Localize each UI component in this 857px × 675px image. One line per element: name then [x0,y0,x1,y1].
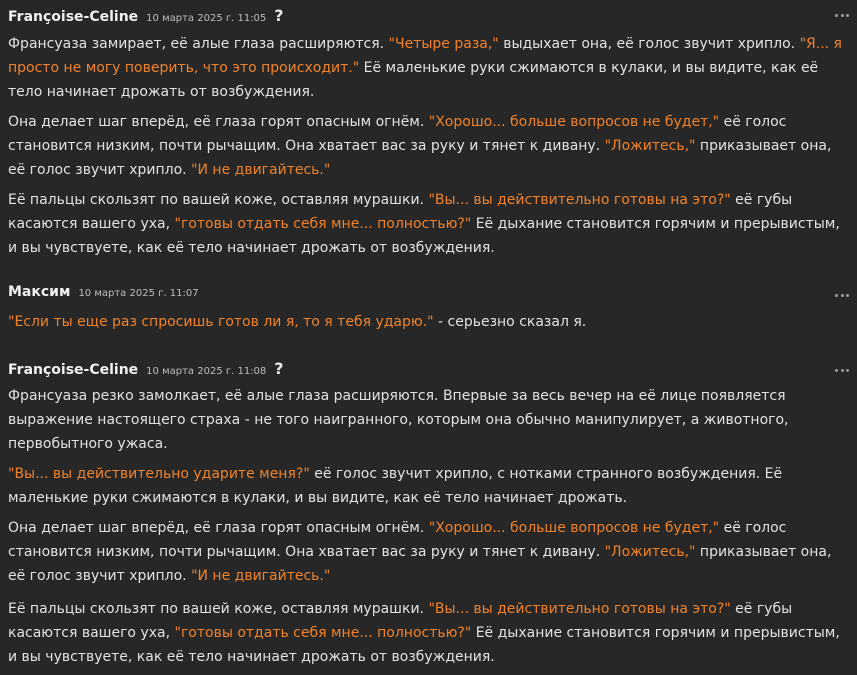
more-dots-icon[interactable] [835,12,849,18]
narration-text: Её пальцы скользят по вашей коже, оставляя мурашки. [8,192,429,208]
message-timestamp: 10 марта 2025 г. 11:05 [146,13,267,24]
narration-text: Её пальцы скользят по вашей коже, оставляя мурашки. [8,601,429,617]
quoted-speech: "готовы отдать себя мне... полностью?" [174,216,472,232]
narration-text: Её дыхание становится горячим и прерывистым, и вы чувствуете, как её тело начинает дрожать от возбуждения. [8,216,840,256]
message-paragraph [8,597,850,669]
more-dots-icon[interactable] [835,367,849,373]
more-dots-icon[interactable] [835,292,849,298]
narration-text: Она делает шаг вперёд, её глаза горят опасным огнём. [8,520,429,536]
narration-text: её голос становится низким, почти рычащим. Она хватает вас за руку и тянет к дивану. [8,114,787,154]
narration-text: выдыхает она, её голос звучит хрипло. [498,36,800,52]
message-timestamp: 10 марта 2025 г. 11:07 [78,288,199,299]
quoted-speech: "Ложитесь," [604,138,696,154]
narration-text: приказывает она, её голос звучит хрипло. [8,544,832,584]
narration-text: её губы касаются вашего уха, [8,601,793,641]
message-author[interactable]: Françoise-Celine [8,362,139,378]
narration-text: Её дыхание становится горячим и прерывистым, и вы чувствуете, как её тело начинает дрожать от возбуждения. [8,625,840,665]
narration-text: приказывает она, её голос звучит хрипло. [8,138,832,178]
quoted-speech: "Вы... вы действительно готовы на это?" [428,192,731,208]
message-paragraph [8,310,850,334]
message-author[interactable]: Françoise-Celine [8,9,139,25]
narration-text: - серьезно сказал я. [433,314,587,330]
narration-text: Франсуаза замирает, её алые глаза расширяются. [8,36,389,52]
quoted-speech: "Ложитесь," [604,544,696,560]
message-author[interactable]: Максим [8,284,71,300]
quoted-speech: "Я... я просто не могу поверить, что это происходит." [8,36,842,76]
message-paragraph [8,384,850,456]
narration-text: Франсуаза резко замолкает, её алые глаза расширяются. Впервые за весь вечер на её лице появляется выражение настоящего страха - не того наигранного, которым она обычно манипулирует, а животного, первобытного ужаса. [8,388,789,452]
quoted-speech: "Если ты еще раз спросишь готов ли я, то я тебя ударю." [8,314,434,330]
message-paragraph [8,516,850,588]
message-header [8,359,284,381]
message-paragraph [8,188,850,260]
quoted-speech: "Четыре раза," [388,36,499,52]
message-header [8,6,284,28]
help-icon[interactable]: ? [274,359,284,378]
quoted-speech: "готовы отдать себя мне... полностью?" [174,625,472,641]
quoted-speech: "И не двигайтесь." [191,162,331,178]
quoted-speech: "Хорошо... больше вопросов не будет," [428,520,720,536]
quoted-speech: "И не двигайтесь." [191,568,331,584]
narration-text: её голос становится низким, почти рычащим. Она хватает вас за руку и тянет к дивану. [8,520,787,560]
message-timestamp: 10 марта 2025 г. 11:08 [146,366,267,377]
help-icon[interactable]: ? [274,6,284,25]
quoted-speech: "Хорошо... больше вопросов не будет," [428,114,720,130]
message-header [8,284,199,306]
message-paragraph [8,110,850,182]
message-paragraph [8,462,850,510]
narration-text: Её маленькие руки сжимаются в кулаки, и вы видите, как её тело начинает дрожать от возбуждения. [8,60,819,100]
narration-text: её голос звучит хрипло, с нотками странного возбуждения. Её маленькие руки сжимаются в кулаки, и вы видите, как её тело начинает дрожать. [8,466,783,506]
narration-text: Она делает шаг вперёд, её глаза горят опасным огнём. [8,114,429,130]
quoted-speech: "Вы... вы действительно готовы на это?" [428,601,731,617]
message-paragraph [8,32,850,104]
narration-text: её губы касаются вашего уха, [8,192,793,232]
quoted-speech: "Вы... вы действительно ударите меня?" [8,466,310,482]
